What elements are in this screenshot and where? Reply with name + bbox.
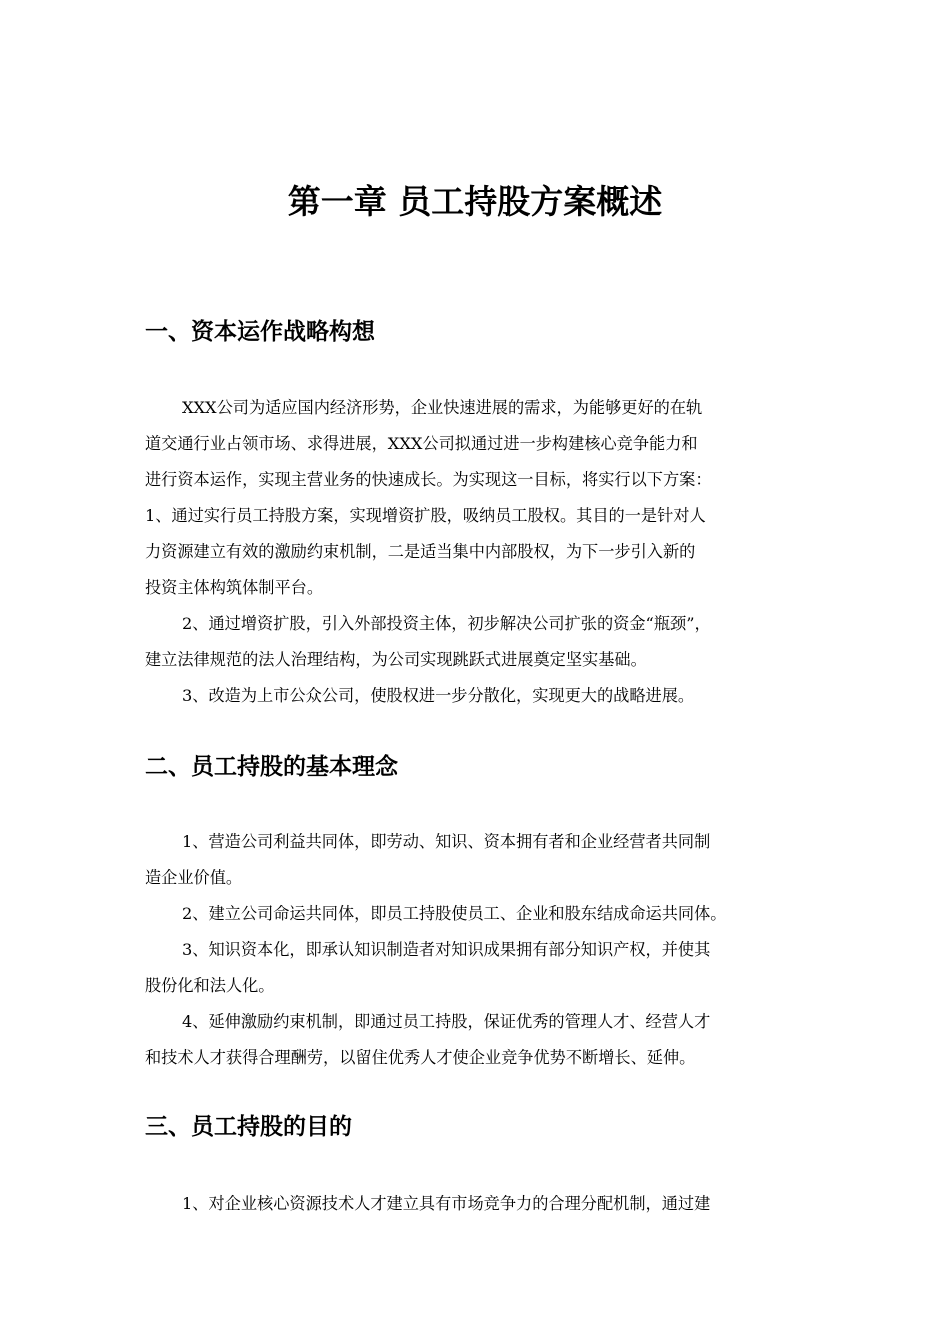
section-heading-2: 二、员工持股的基本理念 <box>145 754 398 780</box>
paragraph: 1、营造公司利益共同体，即劳动、知识、资本拥有者和企业经营者共同制 <box>182 832 711 851</box>
paragraph: 股份化和法人化。 <box>145 976 275 995</box>
paragraph: 2、通过增资扩股，引入外部投资主体，初步解决公司扩张的资金“瓶颈”， <box>182 614 711 633</box>
section-body-2 <box>145 824 810 1076</box>
paragraph: 4、延伸激励约束机制，即通过员工持股，保证优秀的管理人才、经营人才 <box>182 1012 711 1031</box>
paragraph: 建立法律规范的法人治理结构，为公司实现跳跃式进展奠定坚实基础。 <box>145 650 647 669</box>
paragraph: 3、知识资本化，即承认知识制造者对知识成果拥有部分知识产权，并使其 <box>182 940 711 959</box>
paragraph: 造企业价值。 <box>145 868 243 887</box>
section-heading-3: 三、员工持股的目的 <box>145 1114 352 1140</box>
paragraph: 1、对企业核心资源技术人才建立具有市场竞争力的合理分配机制，通过建 <box>182 1194 711 1213</box>
paragraph: 2、建立公司命运共同体，即员工持股使员工、企业和股东结成命运共同体。 <box>182 904 727 923</box>
paragraph: 道交通行业占领市场、求得进展，XXX公司拟通过进一步构建核心竞争能力和 进行资本运作，实现主营业务的快速成长。为实现这一目标，将实行以下方案： 1、通过实行员工持股方案，实现增资扩股，吸纳员工股权。其目的一是针对人 力资源建立有效的激励约束机制，二是适当集中内部股权，为下一步引入新的 投资主体构筑体制平台。 <box>145 434 712 597</box>
section-body-3 <box>145 1186 810 1222</box>
section-body-1 <box>145 390 810 714</box>
chapter-title: 第一章 员工持股方案概述 <box>287 182 663 221</box>
paragraph: XXX公司为适应国内经济形势，企业快速进展的需求，为能够更好的在轨 <box>182 398 703 417</box>
section-heading-1: 一、资本运作战略构想 <box>145 319 375 345</box>
paragraph: 和技术人才获得合理酬劳，以留住优秀人才使企业竞争优势不断增长、延伸。 <box>145 1048 696 1067</box>
paragraph: 3、改造为上市公众公司，使股权进一步分散化，实现更大的战略进展。 <box>182 686 695 705</box>
